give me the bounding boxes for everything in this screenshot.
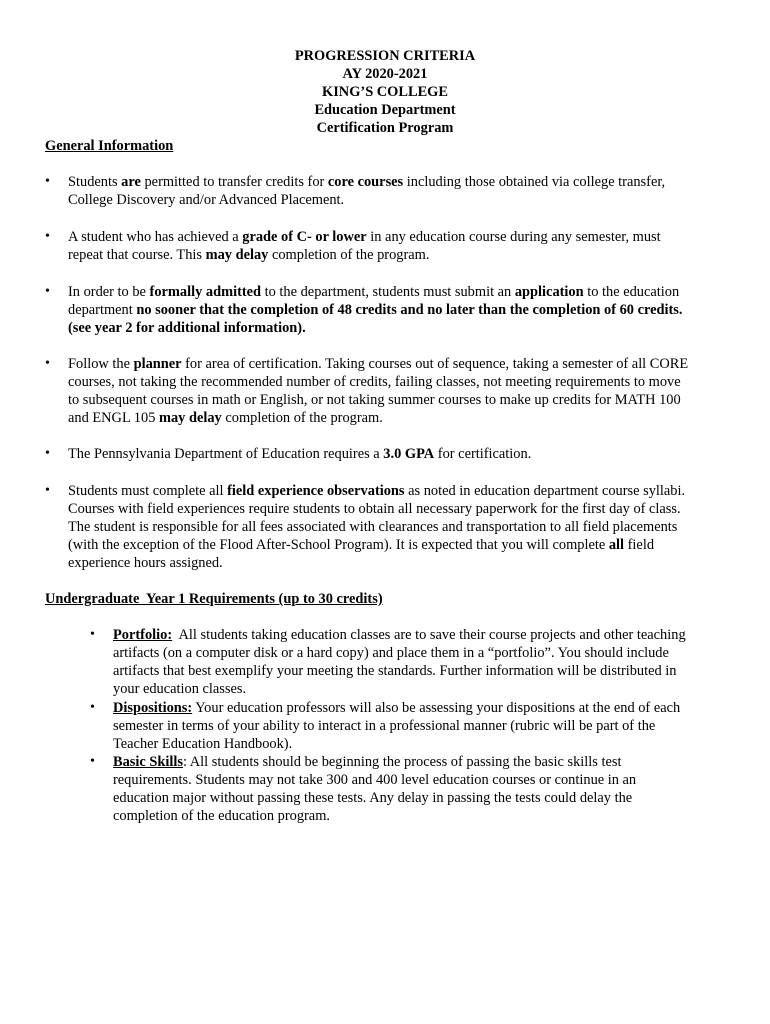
bullet-line: artifacts (on a computer disk or a hard copy) and place them in a “portfolio”. You should include (113, 645, 669, 661)
bullet-line: to subsequent courses in math or English, or not taking summer courses to make up credits for MATH 100 (68, 392, 681, 408)
bullet-line: courses, not taking the recommended number of credits, failing classes, not meeting requirements to move (68, 374, 681, 390)
bullet-line: Students are permitted to transfer credits for core courses including those obtained via college transfer, (68, 174, 666, 190)
document-title-block (0, 47, 770, 137)
bullet-line: Students must complete all field experience observations as noted in education department course syllabi. (68, 483, 686, 499)
year1-requirements-heading: Undergraduate Year 1 Requirements (up to 30 credits) (45, 591, 383, 607)
bullet-line: A student who has achieved a grade of C- or lower in any education course during any semester, must (68, 229, 661, 245)
bullet-line: artifacts that best exemplify your meeting the standards. Further information will be distributed in (113, 663, 677, 679)
bullet-line: Follow the planner for area of certification. Taking courses out of sequence, taking a semester of all CORE (68, 356, 689, 372)
bullet-line: The student is responsible for all fees associated with clearances and transportation to all field placements (68, 519, 678, 535)
bullet-line: semester in terms of your ability to interact in a professional manner (rubric will be part of the (113, 718, 656, 734)
title-line: AY 2020-2021 (342, 66, 428, 82)
bullet-line: education major without passing these tests. Any delay in passing the tests could delay the (113, 790, 633, 806)
bullet-line: Dispositions: Your education professors will also be assessing your dispositions at the end of each (113, 700, 681, 716)
title-line: KING’S COLLEGE (322, 84, 448, 100)
bullet-line: department no sooner that the completion of 48 credits and no later than the completion of 60 credits. (68, 302, 683, 318)
bullet-line: and ENGL 105 may delay completion of the program. (68, 410, 383, 426)
bullet-line: (see year 2 for additional information). (68, 320, 306, 336)
title-line: Certification Program (316, 120, 454, 136)
bullet-line: repeat that course. This may delay completion of the program. (68, 247, 430, 263)
bullet-line: The Pennsylvania Department of Education requires a 3.0 GPA for certification. (68, 446, 532, 462)
general-information-heading: General Information (45, 138, 174, 154)
bullet-icon: • (45, 356, 50, 371)
bullet-icon: • (90, 627, 95, 642)
bullet-line: (with the exception of the Flood After-School Program). It is expected that you will complete all field (68, 537, 655, 553)
bullet-line: In order to be formally admitted to the department, students must submit an application to the education (68, 284, 680, 300)
bullet-icon: • (45, 284, 50, 299)
bullet-line: experience hours assigned. (68, 555, 223, 571)
bullet-icon: • (45, 446, 50, 461)
bullet-line: Basic Skills: All students should be beginning the process of passing the basic skills test (113, 754, 622, 770)
title-line: Education Department (314, 102, 456, 118)
bullet-line: requirements. Students may not take 300 and 400 level education courses or continue in an (113, 772, 637, 788)
bullet-line: Courses with field experiences require students to obtain all necessary paperwork for the first day of class. (68, 501, 681, 517)
bullet-line: Portfolio: All students taking education classes are to save their course projects and other teaching (113, 627, 686, 643)
bullet-line: College Discovery and/or Advanced Placement. (68, 192, 345, 208)
bullet-line: your education classes. (113, 681, 247, 697)
bullet-icon: • (45, 483, 50, 498)
bullet-line: completion of the education program. (113, 808, 330, 824)
bullet-line: Teacher Education Handbook). (113, 736, 293, 752)
bullet-icon: • (45, 229, 50, 244)
title-line: PROGRESSION CRITERIA (294, 48, 476, 64)
bullet-icon: • (90, 700, 95, 715)
bullet-icon: • (90, 754, 95, 769)
bullet-icon: • (45, 174, 50, 189)
